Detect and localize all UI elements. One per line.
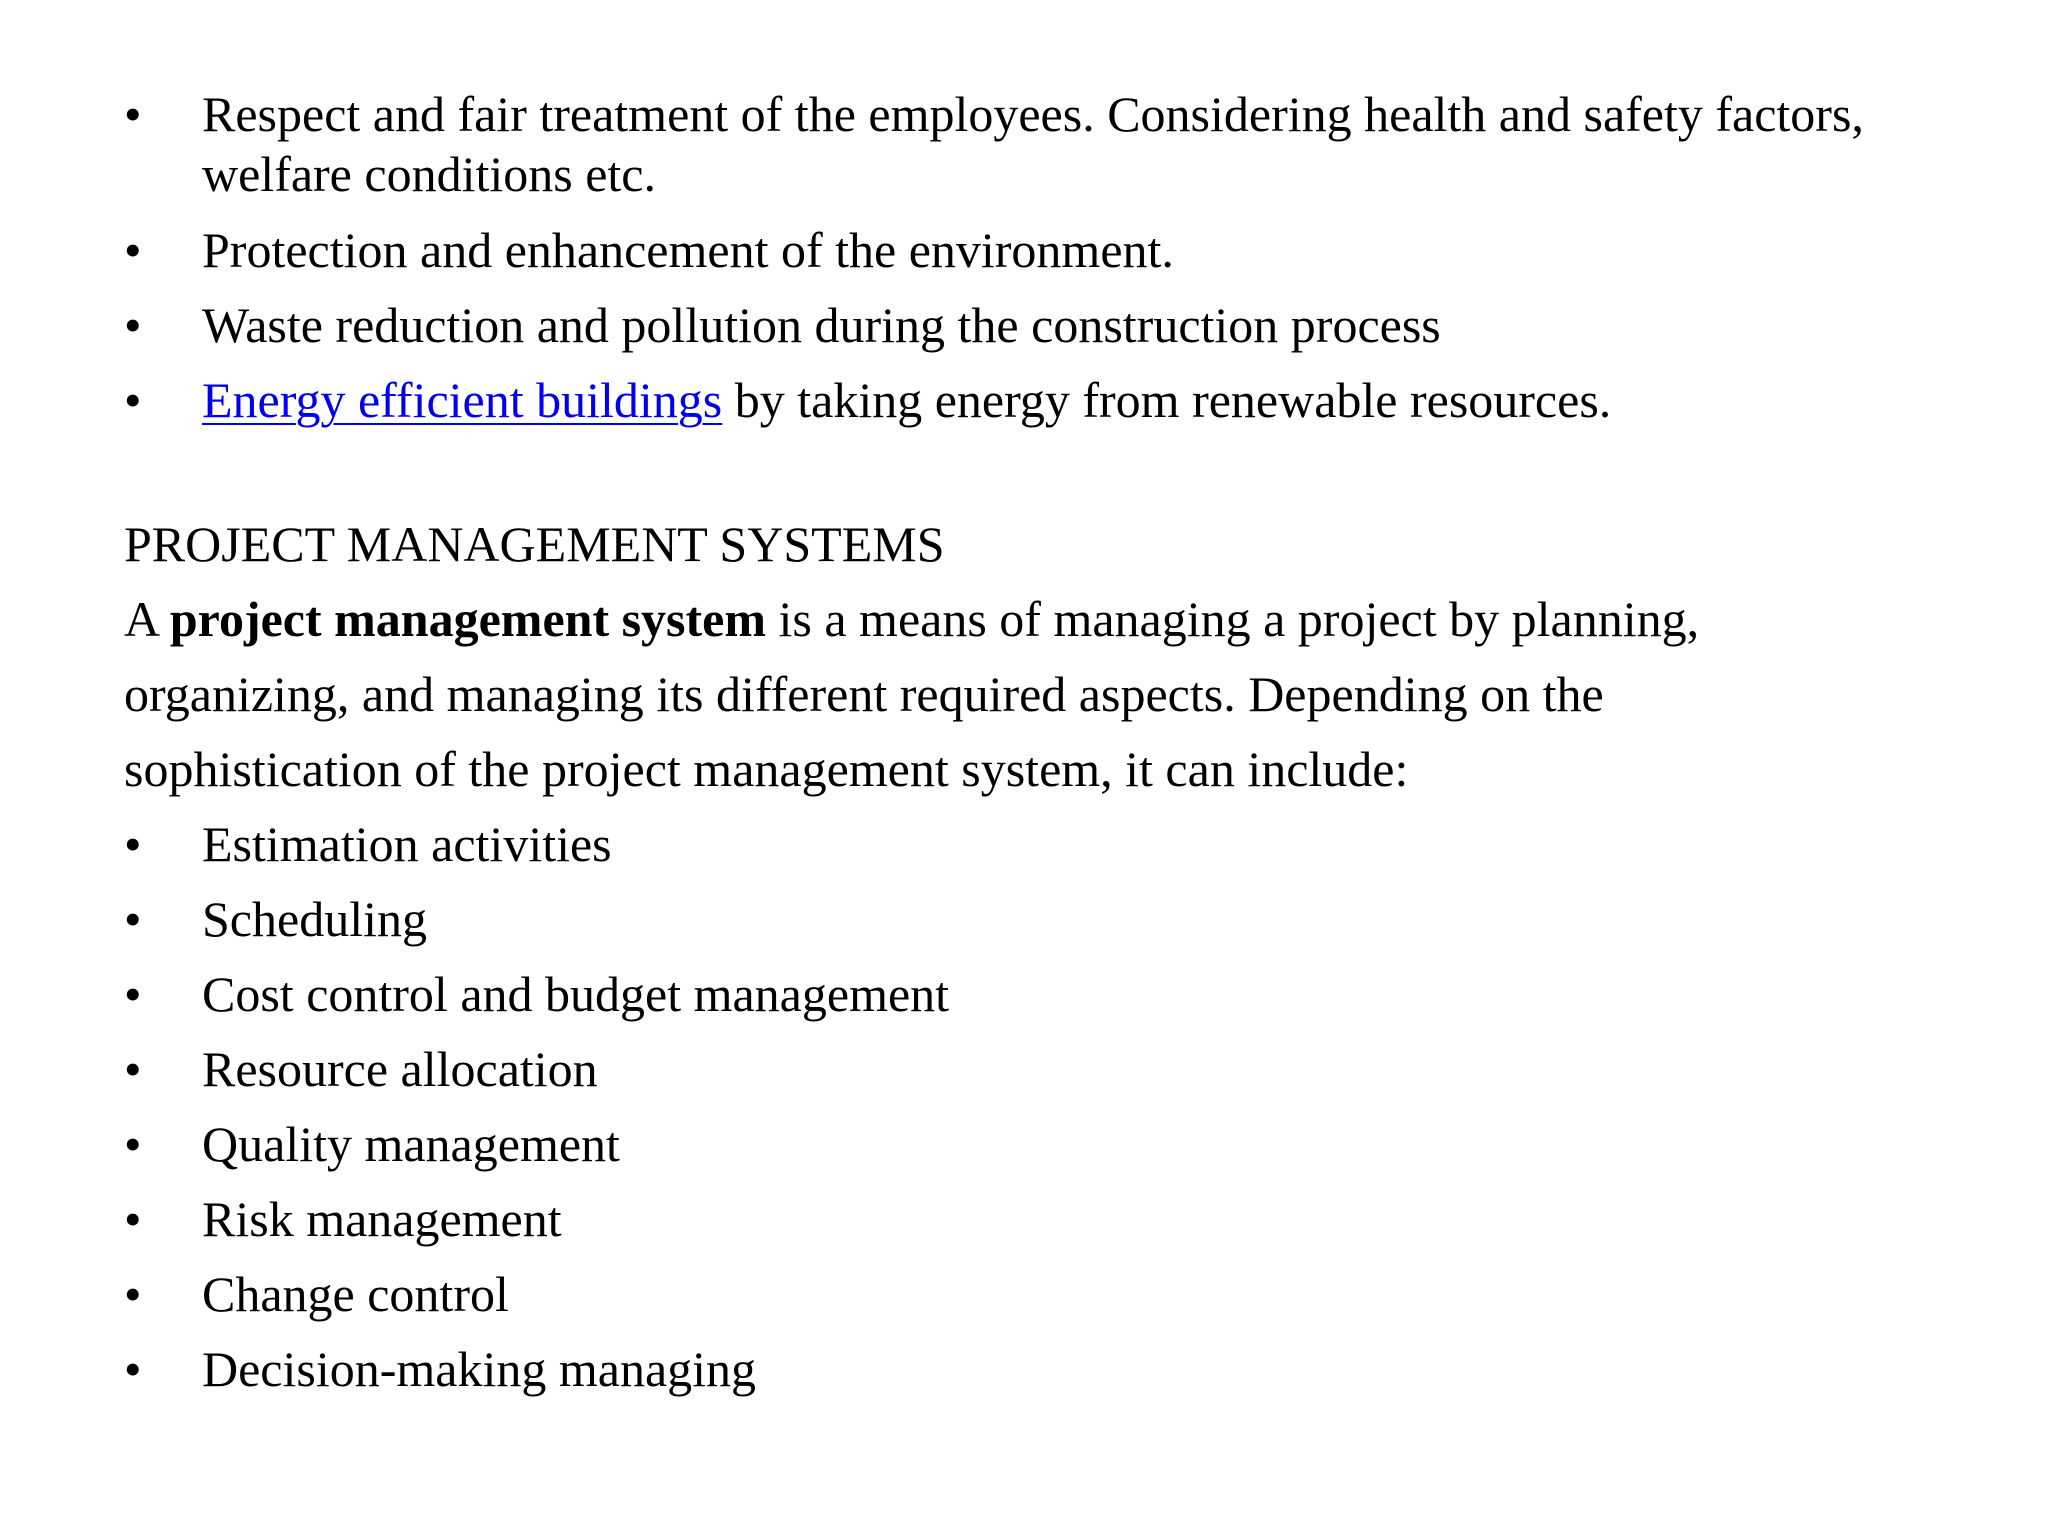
list-item-text: Protection and enhancement of the environment. [202, 222, 1174, 278]
list-item-text: Decision-making managing [202, 1341, 757, 1397]
list-item-text: Quality management [202, 1116, 620, 1172]
paragraph-text: is a means of managing a project by planning, [766, 591, 1700, 647]
paragraph-line: organizing, and managing its different required aspects. Depending on the [124, 666, 1604, 722]
bullet-marker: • [124, 86, 142, 142]
bullet-marker: • [124, 222, 142, 278]
list-item-text [202, 370, 1611, 430]
paragraph-line [124, 589, 1699, 649]
list-item-text: Change control [202, 1266, 509, 1322]
list-item-text-rest: by taking energy from renewable resources. [722, 372, 1612, 428]
bold-term: project management system [169, 591, 767, 647]
list-item-line: Respect and fair treatment of the employees. Considering health and safety factors, [202, 86, 1864, 142]
list-item-text: Scheduling [202, 891, 427, 947]
bullet-marker: • [124, 1191, 142, 1247]
list-item-text [202, 84, 1864, 204]
bullet-marker: • [124, 1266, 142, 1322]
paragraph-prefix: A [124, 591, 170, 647]
list-item-text: Estimation activities [202, 816, 612, 872]
energy-efficient-buildings-link[interactable]: Energy efficient buildings [202, 372, 723, 428]
bullet-marker: • [124, 816, 142, 872]
list-item-text: Waste reduction and pollution during the construction process [202, 297, 1441, 353]
bullet-marker: • [124, 891, 142, 947]
list-item-text: Cost control and budget management [202, 966, 950, 1022]
list-item-text: Risk management [202, 1191, 562, 1247]
bullet-marker: • [124, 966, 142, 1022]
bullet-marker: • [124, 297, 142, 353]
bullet-marker: • [124, 372, 142, 428]
bullet-marker: • [124, 1341, 142, 1397]
bullet-marker: • [124, 1116, 142, 1172]
section-heading: PROJECT MANAGEMENT SYSTEMS [124, 516, 945, 572]
list-item-line: welfare conditions etc. [202, 146, 656, 202]
bullet-marker: • [124, 1041, 142, 1097]
paragraph-line: sophistication of the project management system, it can include: [124, 741, 1409, 797]
list-item-text: Resource allocation [202, 1041, 598, 1097]
